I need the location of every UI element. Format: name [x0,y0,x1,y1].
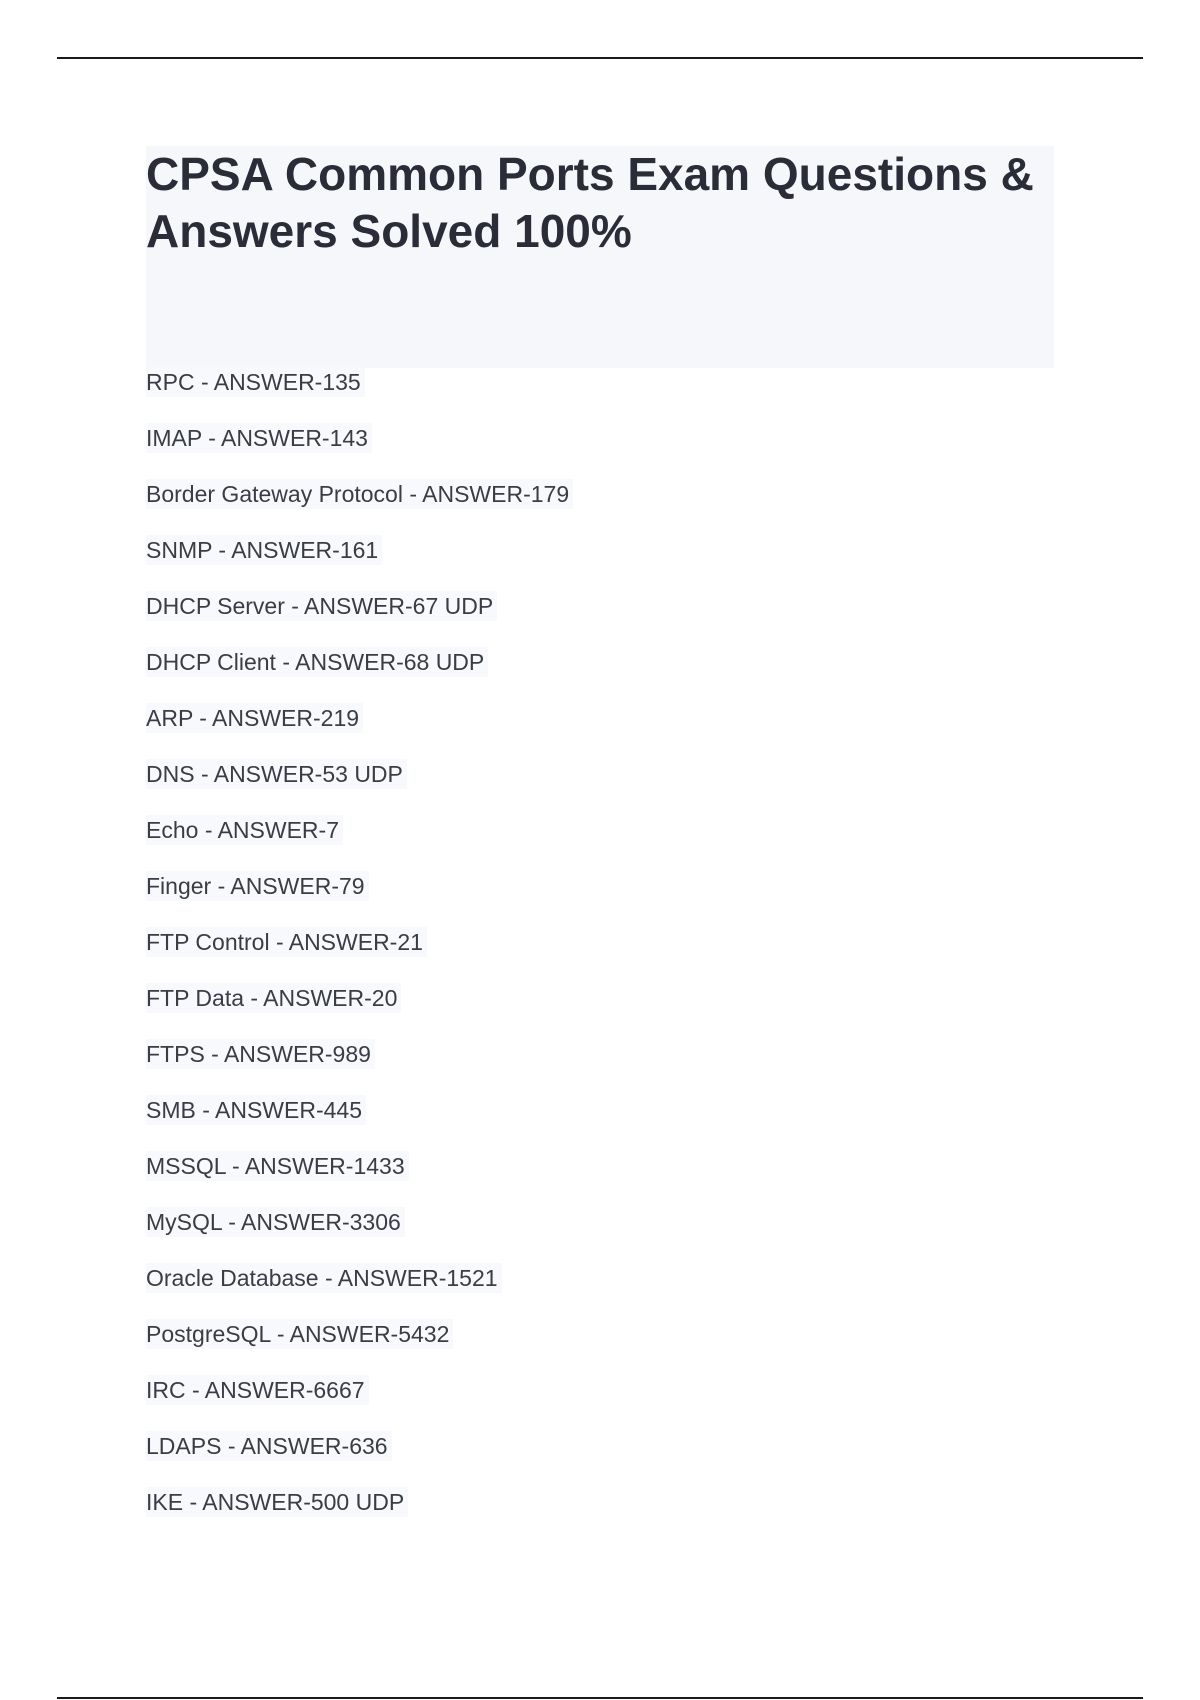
qa-item [146,759,1046,815]
qa-item-text: ARP - ANSWER-219 [146,703,363,733]
qa-item-text: FTPS - ANSWER-989 [146,1039,375,1069]
qa-list [146,367,1046,1543]
qa-item-text: MSSQL - ANSWER-1433 [146,1151,409,1181]
qa-item-text: IMAP - ANSWER-143 [146,423,372,453]
qa-item [146,871,1046,927]
qa-item [146,591,1046,647]
qa-item [146,1151,1046,1207]
qa-item [146,1431,1046,1487]
qa-item [146,367,1046,423]
qa-item [146,1039,1046,1095]
qa-item-text: FTP Data - ANSWER-20 [146,983,401,1013]
qa-item [146,983,1046,1039]
qa-item [146,815,1046,871]
qa-item [146,647,1046,703]
qa-item [146,423,1046,479]
qa-item-text: IKE - ANSWER-500 UDP [146,1487,408,1517]
document-title: CPSA Common Ports Exam Questions & Answers Solved 100% [146,148,1034,257]
qa-item [146,1487,1046,1543]
qa-item-text: DHCP Server - ANSWER-67 UDP [146,591,497,621]
qa-item [146,703,1046,759]
qa-item [146,927,1046,983]
qa-item [146,1207,1046,1263]
qa-item-text: Border Gateway Protocol - ANSWER-179 [146,479,573,509]
qa-item-text: SNMP - ANSWER-161 [146,535,382,565]
qa-item [146,1263,1046,1319]
top-divider [57,57,1143,59]
qa-item [146,1375,1046,1431]
qa-item [146,535,1046,591]
qa-item-text: IRC - ANSWER-6667 [146,1375,369,1405]
bottom-divider [57,1697,1143,1699]
qa-item-text: PostgreSQL - ANSWER-5432 [146,1319,453,1349]
qa-item-text: LDAPS - ANSWER-636 [146,1431,392,1461]
qa-item-text: Finger - ANSWER-79 [146,871,369,901]
qa-item-text: FTP Control - ANSWER-21 [146,927,427,957]
qa-item-text: Oracle Database - ANSWER-1521 [146,1263,502,1293]
qa-item [146,479,1046,535]
qa-item-text: DNS - ANSWER-53 UDP [146,759,407,789]
qa-item-text: DHCP Client - ANSWER-68 UDP [146,647,488,677]
qa-item-text: RPC - ANSWER-135 [146,367,365,397]
qa-item-text: SMB - ANSWER-445 [146,1095,366,1125]
qa-item [146,1319,1046,1375]
qa-item-text: MySQL - ANSWER-3306 [146,1207,405,1237]
title-block [146,146,1054,368]
qa-item-text: Echo - ANSWER-7 [146,815,343,845]
qa-item [146,1095,1046,1151]
